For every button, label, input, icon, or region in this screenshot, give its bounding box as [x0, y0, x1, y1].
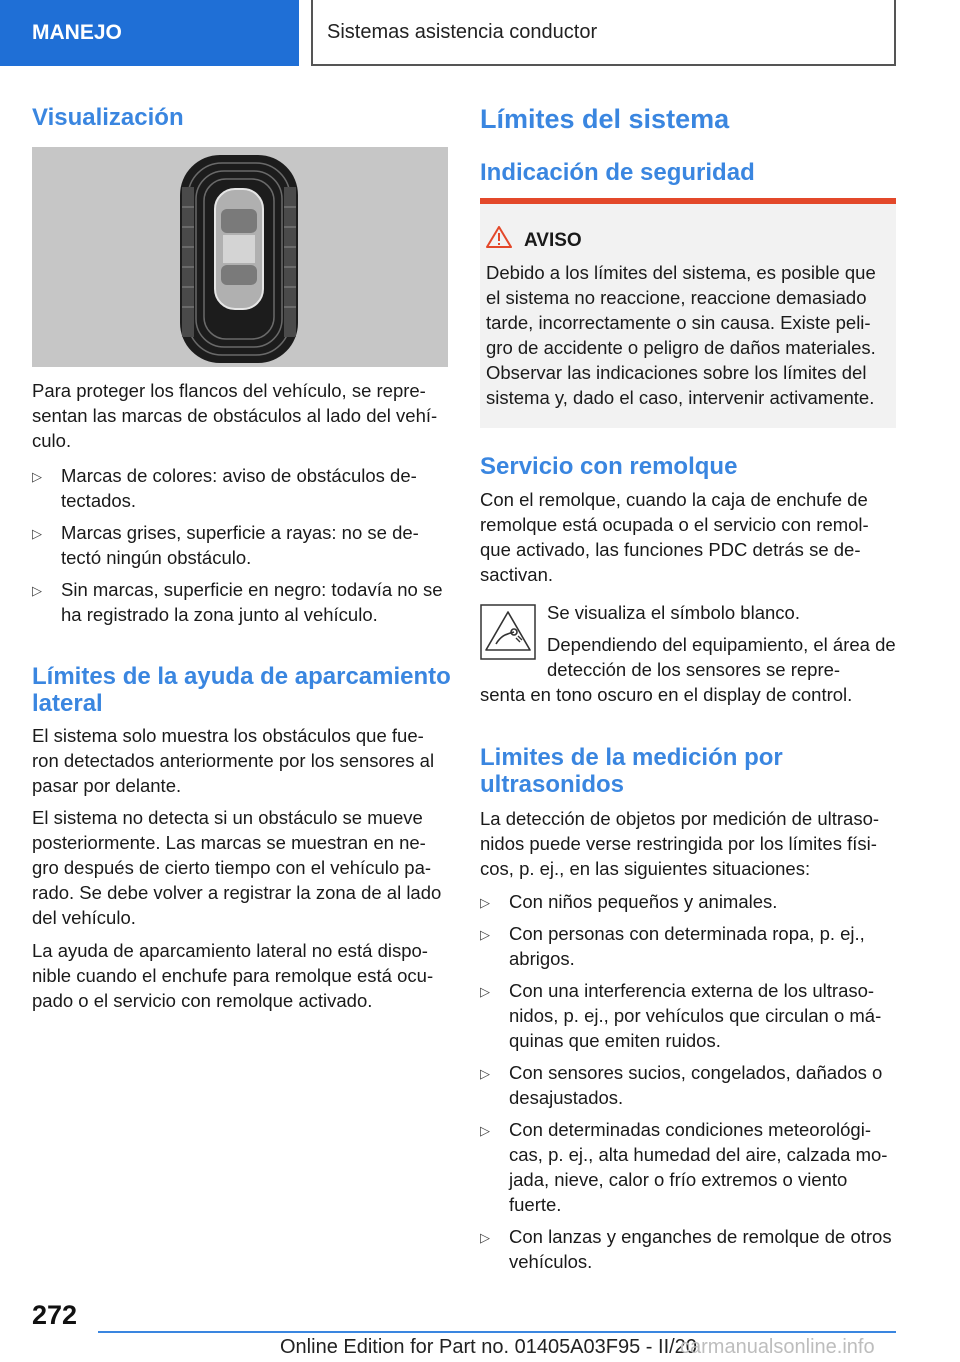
paragraph: Se visualiza el símbolo blanco.: [547, 602, 800, 623]
triangle-bullet-icon: ▷: [32, 526, 42, 541]
triangle-bullet-icon: ▷: [480, 1066, 490, 1081]
paragraph: senta en tono oscuro en el display de control.: [480, 684, 853, 705]
triangle-bullet-icon: ▷: [480, 895, 490, 910]
page-number: 272: [32, 1300, 78, 1330]
triangle-bullet-icon: ▷: [480, 984, 490, 999]
paragraph: La detección de objetos por medición de ultraso-nidos puede verse restringida por los límites físi-cos, p. ej., en las siguientes situaciones:: [480, 808, 880, 879]
list-item: ▷ Con determinadas condiciones meteorológi-cas, p. ej., alta humedad del aire, calzada mo-jada, nieve, calor o frío extremos o viento fuerte.: [480, 1119, 888, 1215]
parking-assist-figure: [32, 147, 448, 367]
edition-text: Online Edition for Part no. 01405A03F95 - II/20: [280, 1336, 697, 1358]
paragraph: Dependiendo del equipamiento, el área de detección de los sensores se repre-: [547, 634, 896, 680]
list-item: ▷ Marcas de colores: aviso de obstáculos de-tectados.: [32, 465, 417, 511]
warning-label: AVISO: [524, 230, 582, 251]
list-item: ▷ Sin marcas, superficie en negro: todavía no se ha registrado la zona junto al vehículo.: [32, 579, 443, 625]
heading-limites-sistema: Límites del sistema: [480, 104, 730, 134]
heading-limites-ultrasonidos: Limites de la medición por ultrasonidos: [480, 744, 783, 798]
trailer-symbol-icon: [480, 604, 536, 660]
triangle-bullet-icon: ▷: [480, 1230, 490, 1245]
list-item: ▷ Con lanzas y enganches de remolque de otros vehículos.: [480, 1226, 892, 1272]
list-item: ▷ Con niños pequeños y animales.: [480, 889, 896, 915]
paragraph: Con el remolque, cuando la caja de enchufe de remolque está ocupada o el servicio con remol-que activado, las funciones PDC detrás se de-sactivan.: [480, 489, 869, 585]
paragraph: La ayuda de aparcamiento lateral no está dispo-nible cuando el enchufe para remolque está ocu-pado o el servicio con remolque activado.: [32, 940, 434, 1011]
triangle-bullet-icon: ▷: [480, 927, 490, 942]
warning-triangle-icon: [486, 226, 512, 248]
triangle-bullet-icon: ▷: [32, 469, 42, 484]
footer-divider: [98, 1331, 896, 1333]
list-item: ▷ Marcas grises, superficie a rayas: no se de-tectó ningún obstáculo.: [32, 522, 419, 568]
parking-diagram-icon: [32, 147, 448, 367]
warning-text: Debido a los límites del sistema, es posible que el sistema no reaccione, reaccione demasiado tarde, incorrectamente o sin causa. Existe peli-gro de accidente o peligro de daños materiales. Observar las indicaciones sobre los límites del sistema y, dado el caso, intervenir activamente.: [486, 262, 876, 408]
heading-servicio-remolque: Servicio con remolque: [480, 453, 738, 480]
chapter-title: Sistemas asistencia conductor: [311, 0, 896, 66]
paragraph: Para proteger los flancos del vehículo, se repre-sentan las marcas de obstáculos al lado del vehí-culo.: [32, 380, 438, 451]
section-tab: MANEJO: [0, 0, 299, 66]
triangle-bullet-icon: ▷: [480, 1123, 490, 1138]
list-item: ▷ Con sensores sucios, congelados, dañados o desajustados.: [480, 1062, 883, 1108]
heading-indicacion-seguridad: Indicación de seguridad: [480, 159, 755, 186]
watermark: carmanualsonline.info: [680, 1336, 875, 1358]
heading-visualizacion: Visualización: [32, 104, 184, 131]
warning-box: [480, 198, 896, 428]
triangle-bullet-icon: ▷: [32, 583, 42, 598]
paragraph: El sistema solo muestra los obstáculos que fue-ron detectados anteriormente por los sensores al pasar por delante.: [32, 725, 435, 796]
list-item: ▷ Con una interferencia externa de los ultraso-nidos, p. ej., por vehículos que circulan o má-quinas que emiten ruidos.: [480, 980, 882, 1051]
paragraph: El sistema no detecta si un obstáculo se mueve posteriormente. Las marcas se muestran en ne-gro después de cierto tiempo con el vehículo pa-rado. Se debe volver a registrar la zona de al lado del vehículo.: [32, 807, 442, 928]
list-item: ▷ Con personas con determinada ropa, p. ej., abrigos.: [480, 923, 865, 969]
heading-limites-ayuda: Límites de la ayuda de aparcamiento lateral: [32, 663, 451, 717]
